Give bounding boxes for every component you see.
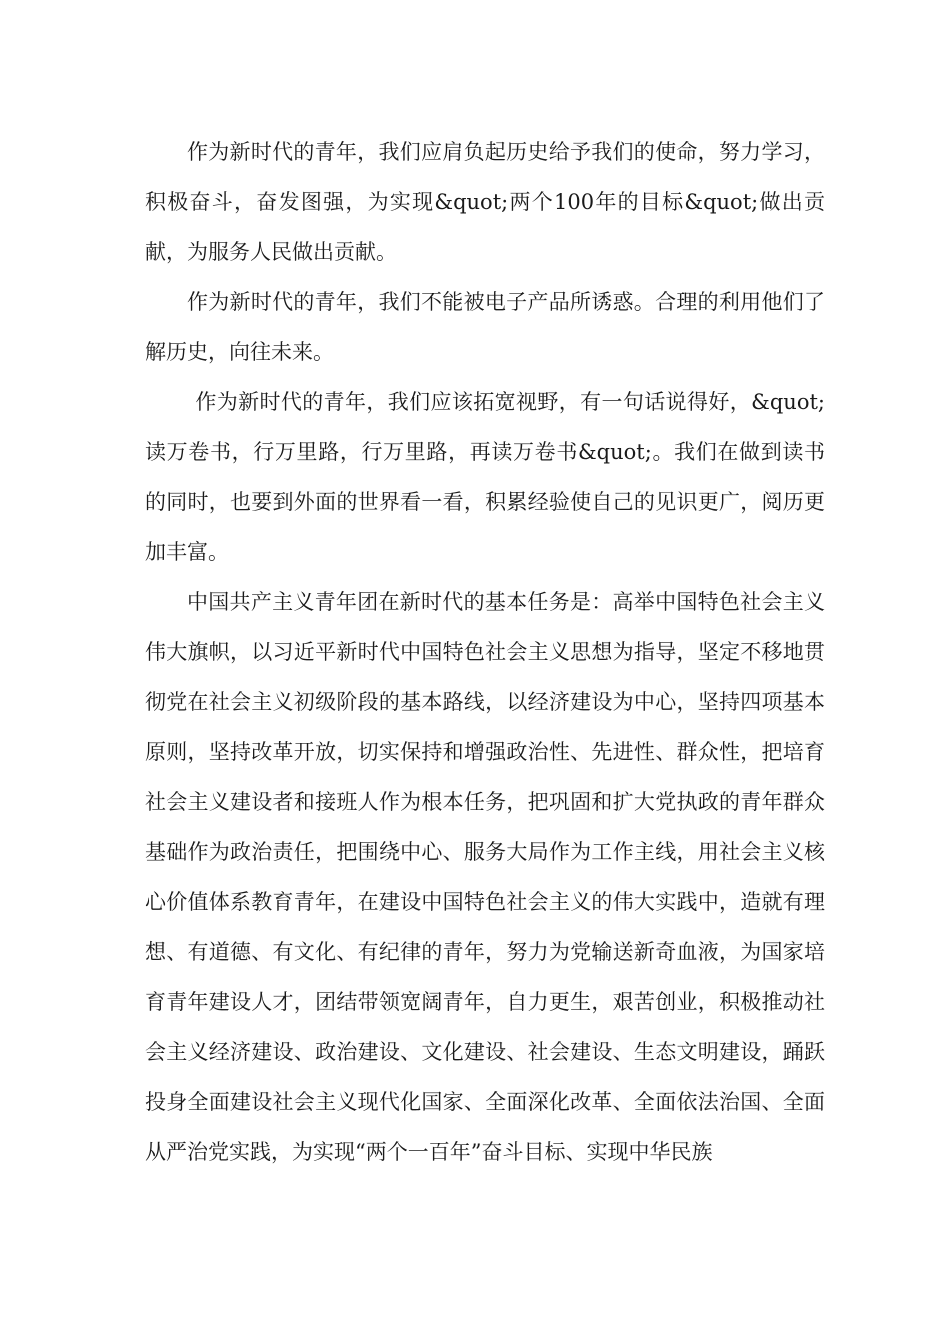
document-body	[145, 127, 825, 1177]
paragraph-4: 中国共产主义青年团在新时代的基本任务是：高举中国特色社会主义伟大旗帜，以习近平新时代中国特色社会主义思想为指导，坚定不移地贯彻党在社会主义初级阶段的基本路线，以经济建设为中心，坚持四项基本原则，坚持改革开放，切实保持和增强政治性、先进性、群众性，把培育社会主义建设者和接班人作为根本任务，把巩固和扩大党执政的青年群众基础作为政治责任，把围绕中心、服务大局作为工作主线，用社会主义核心价值体系教育青年，在建设中国特色社会主义的伟大实践中，造就有理想、有道德、有文化、有纪律的青年，努力为党输送新奇血液，为国家培育青年建设人才，团结带领宽阔青年，自力更生，艰苦创业，积极推动社会主义经济建设、政治建设、文化建设、社会建设、生态文明建设，踊跃投身全面建设社会主义现代化国家、全面深化改革、全面依法治国、全面从严治党实践，为实现“两个一百年”奋斗目标、实现中华民族	[145, 590, 825, 1164]
paragraph-1: 作为新时代的青年，我们应肩负起历史给予我们的使命，努力学习，积极奋斗，奋发图强，为实现&quot;两个100年的目标&quot;做出贡献，为服务人民做出贡献。	[145, 140, 825, 264]
paragraph-2: 作为新时代的青年，我们不能被电子产品所诱惑。合理的利用他们了解历史，向往未来。	[145, 290, 825, 364]
paragraph-3: 作为新时代的青年，我们应该拓宽视野，有一句话说得好，&quot;读万卷书，行万里路，行万里路，再读万卷书&quot;。我们在做到读书的同时，也要到外面的世界看一看，积累经验使自己的见识更广，阅历更加丰富。	[145, 390, 825, 564]
